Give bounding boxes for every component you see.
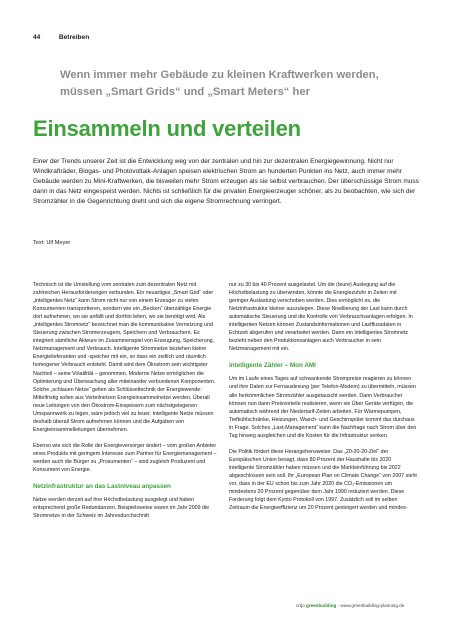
left-paragraph-3: Netze werden derzeit auf ihre Höchstbelastung ausgelegt und haben entsprechend große Redundanzen. Beispielsweise waren im Jahr 2009 die Stromnetze in der Schweiz im Jahresdurchschnitt [33, 497, 210, 520]
left-column [33, 281, 221, 520]
footer-brand: greenbuilding [305, 603, 337, 608]
article-title: Einsammeln und verteilen [33, 116, 301, 141]
page-footer [296, 603, 404, 608]
section-name: Betreiben [58, 34, 90, 41]
page-number: 44 [33, 34, 41, 41]
right-paragraph-2: Um im Laufe eines Tages auf schwankende Strompreise reagieren zu können und ihre Daten zur Fernauslesung (per Telefon-Modem) zu übermitteln, müssen alle herkömmlichen Stromzähler ausgetauscht werden. Dann Verbraucher können nun dann Preisvorteile realisieren, wenn sie Über Geräte verfügen, die automatisch während der Niedertarif-Zeiten arbeiten. Für Wärmepumpen, Tiefkühlschränke, Heizungen, Wasch- und Geschirrspüler kommt das durchaus in Frage. Solches „Last-Management“ kann die Nachfrage nach Strom über den Tag hinweg ausgleichen und die Kosten für die Infrastruktur senken. [229, 376, 417, 439]
footer-url: · www.greenbuilding-planning.de [337, 603, 405, 608]
footer-prefix: crtjo [296, 603, 305, 608]
author-credit: Text: Ulf Meyer [33, 240, 71, 246]
article-subtitle: Wenn immer mehr Gebäude zu kleinen Kraftwerken werden, müssen „Smart Grids“ und „Smart Meters“ her [60, 69, 379, 98]
section-heading-netzinfrastruktur: Netzinfrastruktur an das Lastniveau anpassen [33, 483, 171, 491]
running-header [33, 34, 89, 41]
right-column [229, 281, 417, 512]
left-paragraph-1: Technisch ist die Umstellung vom zentralen zum dezentralen Netz mit zahlreichen Herausforderungen verbunden. Ein neuartiges „Smart Grid“ oder „intelligentes Netz“ kann Strom nicht nur von einem Erzeuger zu vielen Konsumenten transportieren, sondern wie ein „Becken“ überzählige Energie dort aufnehmen, wo sie anfällt und dorthin leiten, wo sie benötigt wird. Als „intelligentes Stromnetz“ bezeichnet man die kommunikative Vernetzung und Steuerung zwischen Stromerzeugern, Speichern und Verbrauchern. Es integriert sämtliche Akteure im Zusammenspiel von Erzeugung, Speicherung, Netzmanagement und Verbrauch. Intelligente Stromnetze beziehen kleine Energielieferanten und -speicher mit ein, so dass ein zeitlich und räumlich homogener Verbrauch entsteht. Damit wird dem Ökostrom sein wichtigster Nachteil – seine Volatilität – genommen. Moderne Netze ermöglichen die Optimierung und Überwachung aller miteinander verbundenen Komponenten. Solche „schlauen Netze“ gelten als Schlüsseltechnik der Energiewende: Mittelfristig sollen aus Verteilnetzen Energieinsammelnetze werden. Überall neue Leitungen von den Ökostrom-Einspeisern zum nächstgelegenen Umspannwerk zu legen, wäre jedoch viel zu teuer. Intelligente Netze müssen deshalb überall Strom aufnehmen können und die Aufgaben von Energieinsammelleitungen übernehmen. [33, 282, 216, 433]
right-paragraph-1: nur zu 30 bis 40 Prozent ausgelastet. Um die (teure) Auslegung auf die Höchstbelastung zu überwinden, könnte die Energiezufuhr in Zeiten mit geringer Auslastung verschoben werden. Dies ermöglicht es, die Netzinfrastruktur kleiner auszulegen. Diese Nivellierung der Last kann durch automatische Steuerung und die Kontrolle von Verbrauchsanlagen erfolgen. In intelligenten Netzen können Zustandsinformationen und Lastflussdaten in Echtzeit abgerufen und verarbeitet werden. Dann ein intelligentes Stromnetz bezieht neben den Produktionsanlagen auch Verbraucher in sein Netzmanagement mit ein. [229, 282, 413, 353]
lead-paragraph [33, 157, 423, 207]
lead-text: Einer der Trends unserer Zeit ist die Entwicklung weg von der zentralen und hin zur dezentralen Energiegewinnung. Nicht nur Windkrafträder, Biogas- und Photovoltaik-Anlagen speisen elektrischen Strom an hunderten Punkten ins Netz, auch immer mehr Gebäude werden zu Mini-Kraftwerken, die bisweilen mehr Strom erzeugen als sie selbst verbrauchen. Der überschüssige Strom muss dann in das Netz eingespeist werden. Nichts ist schließlich für die privaten Energieerzeuger schöner, als zu beobachten, wie sich der Stromzähler in die Gegenrichtung dreht und sich die eigene Stromrechnung verringert. [33, 158, 419, 205]
left-paragraph-2: Ebenso wie sich die Rolle der Energieversorger ändert – vom großen Anbieter eines Produkts mit geringem Interesse zum Partner für Energiemanagement – werden auch die Bürger zu „Prosumenten“ – sind zugleich Produzent und Konsument von Energie. [33, 442, 217, 474]
section-heading-intelligente-zaehler: Intelligente Zähler – Mon AMI [229, 362, 316, 370]
right-paragraph-3: Die Politik fördert diese Herangehensweise: Das „20-20-20-Ziel“ der Europäischen Union besagt, dass 80 Prozent der Haushalte bis 2020 intelligente Stromzähler haben müssen und die Markteinführung bis 2022 abgeschlossen sein soll. Ihr „European Plan on Climate Change“ von 2007 sieht vor, dass in der EU schon bis zum Jahr 2020 die CO₂-Emissionen um mindestens 20 Prozent gegenüber dem Jahr 1990 reduziert werden. Diese Forderung folgt dem Kyoto Protokoll von 1997. Zusätzlich soll im selben Zeitraum die Energieeffizienz um 20 Prozent gesteigert werden und mindes- [229, 448, 417, 512]
